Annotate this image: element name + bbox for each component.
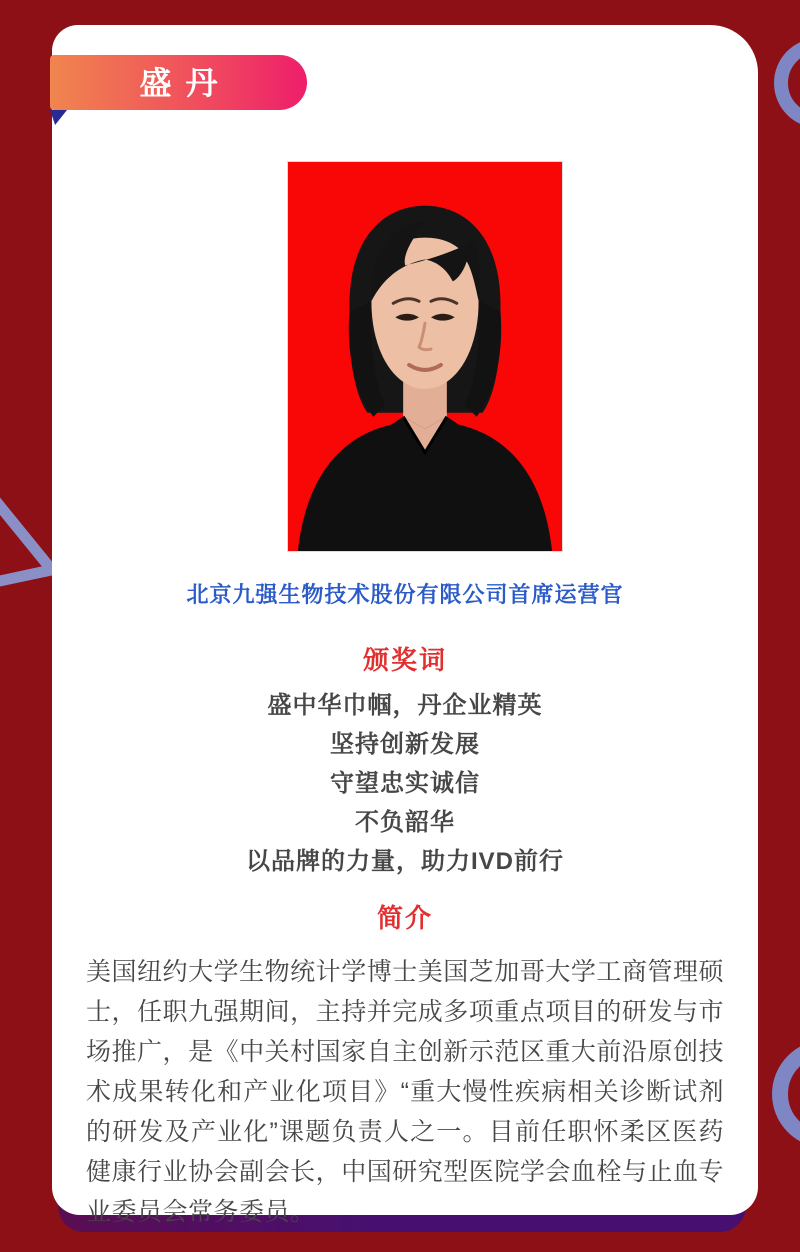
portrait-photo: [287, 25, 563, 552]
person-name: 盛丹: [139, 64, 232, 101]
award-line: 盛中华巾帼，丹企业精英: [267, 692, 543, 719]
triangle-decor-icon: [0, 486, 52, 590]
name-badge: [50, 55, 307, 110]
ribbon-fold-triangle: [50, 110, 67, 125]
portrait-image: [287, 161, 563, 552]
ring-decor-icon: [772, 1040, 800, 1148]
award-line: 不负韶华: [355, 809, 455, 836]
content-card: [52, 25, 758, 1226]
award-line: 守望忠实诚信: [330, 770, 480, 797]
award-speech: [52, 686, 758, 881]
ring-decor-icon: [774, 38, 800, 128]
intro-body: 美国纽约大学生物统计学博士美国芝加哥大学工商管理硕士，任职九强期间，主持并完成多项重点项目的研发与市场推广，是《中关村国家自主创新示范区重大前沿原创技术成果转化和产业化项目》“重大慢性疾病相关诊断试剂的研发及产业化”课题负责人之一。目前任职怀柔区医药健康行业协会副会长，中国研究型医院学会血栓与止血专业委员会常务委员。: [86, 958, 724, 1226]
award-heading: 颁奖词: [362, 645, 447, 675]
award-line: 坚持创新发展: [330, 731, 480, 758]
intro-heading: 简介: [376, 903, 433, 933]
award-line: 以品牌的力量，助力IVD前行: [245, 848, 564, 875]
company-title: 北京九强生物技术股份有限公司首席运营官: [186, 582, 624, 607]
